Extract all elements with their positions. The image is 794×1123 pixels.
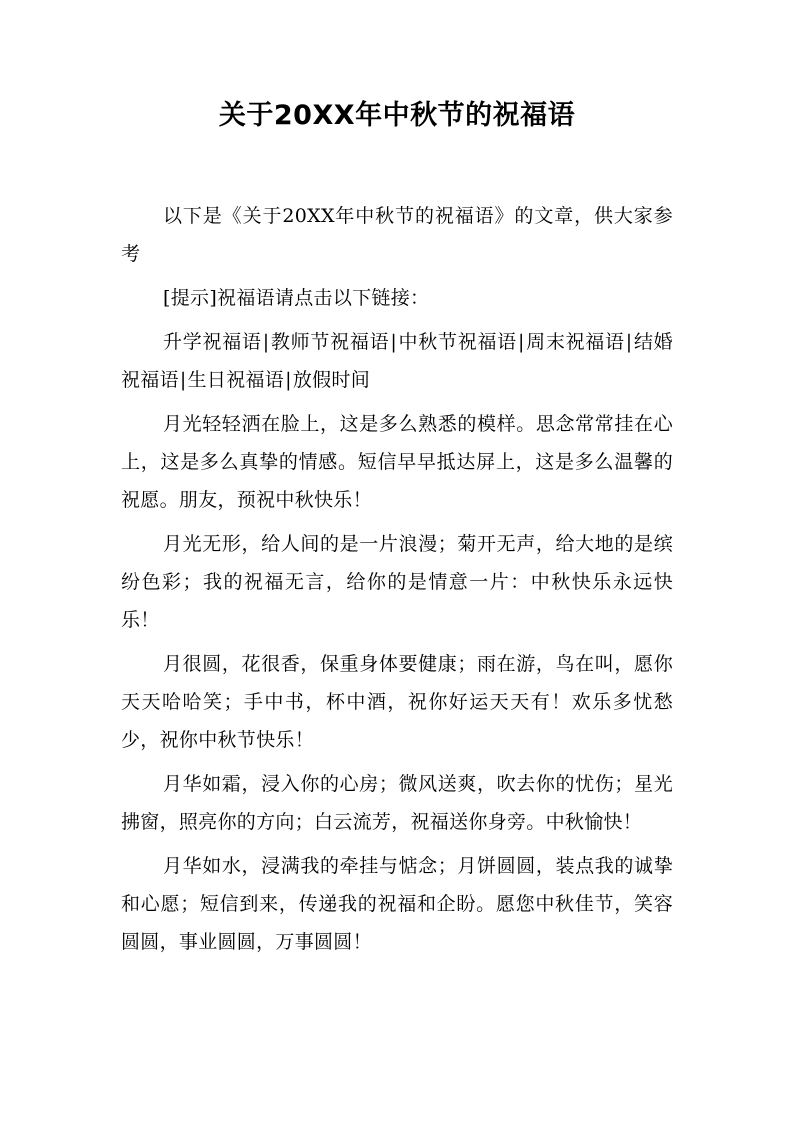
body-paragraph: 月华如霜，浸入你的心房；微风送爽，吹去你的忧伤；星光拂窗，照亮你的方向；白云流芳，祝福送你身旁。中秋愉快！ [121,773,673,833]
link-separator: | [262,331,270,353]
link-separator: | [517,331,525,353]
body-paragraph: 月光无形，给人间的是一片浪漫；菊开无声，给大地的是缤纷色彩；我的祝福无言，给你的是情意一片：中秋快乐永远快乐！ [121,533,673,631]
link-item[interactable]: 生日祝福语 [187,369,285,391]
link-item[interactable]: 教师节祝福语 [270,331,390,353]
link-separator: | [390,331,398,353]
link-separator: | [179,369,187,391]
body-paragraph: 月光轻轻洒在脸上，这是多么熟悉的模样。思念常常挂在心上，这是多么真挚的情感。短信早早抵达屏上，这是多么温馨的祝愿。朋友，预祝中秋快乐！ [121,413,673,511]
link-item[interactable]: 中秋节祝福语 [398,331,517,353]
link-item[interactable]: 周末祝福语 [525,331,625,353]
document-title: 关于20XX年中秋节的祝福语 [218,100,576,131]
tip-paragraph: [提示]祝福语请点击以下链接： [163,287,430,309]
body-paragraph: 月华如水，浸满我的牵挂与惦念；月饼圆圆，装点我的诚挚和心愿；短信到来，传递我的祝福和企盼。愿您中秋佳节，笑容圆圆，事业圆圆，万事圆圆！ [121,855,673,953]
link-item[interactable]: 结婚祝福语 [121,331,673,391]
link-item[interactable]: 放假时间 [292,369,371,391]
link-separator: | [285,369,292,391]
body-paragraph: 月很圆，花很香，保重身体要健康；雨在游，鸟在叫，愿你天天哈哈笑；手中书，杯中酒，祝你好运天天有！欢乐多忧愁少，祝你中秋节快乐！ [121,653,673,751]
link-list [121,323,673,399]
link-separator: | [625,331,633,353]
intro-paragraph: 以下是《关于20XX年中秋节的祝福语》的文章，供大家参考 [121,205,673,265]
document-body [121,197,673,967]
link-item[interactable]: 升学祝福语 [163,331,262,353]
